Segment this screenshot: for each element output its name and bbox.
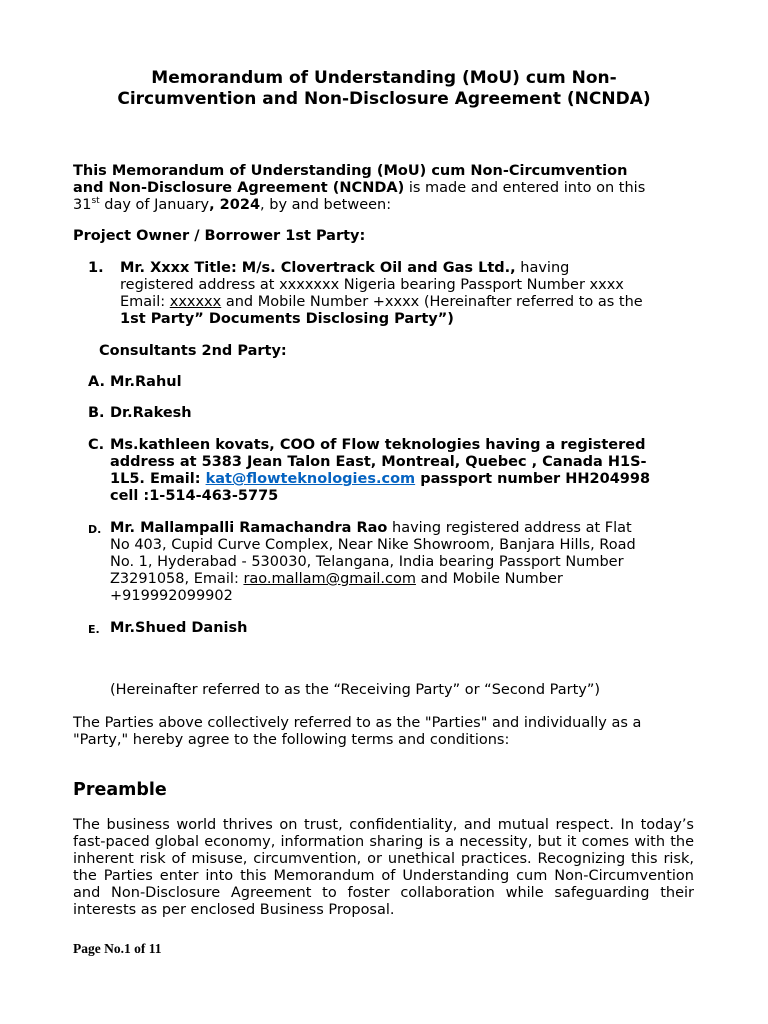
preamble-heading: Preamble — [73, 780, 167, 800]
consultant-c-line3b: passport number HH204998 — [415, 471, 651, 487]
item1-bold-lead: Mr. Xxxx Title: M/s. Clovertrack Oil and Gas Ltd., — [120, 260, 516, 276]
consultant-d-label: D. — [88, 523, 102, 536]
parties-line-2: "Party," hereby agree to the following terms and conditions: — [73, 732, 510, 748]
consultant-d-text — [110, 520, 700, 605]
intro-paragraph — [73, 163, 695, 214]
intro-bold-a: This Memorandum of Understanding (MoU) cum Non-Circumvention — [73, 163, 628, 179]
receiving-party-note: (Hereinafter referred to as the “Receiving Party” or “Second Party”) — [110, 682, 601, 698]
intro-text-c: , by and between: — [260, 197, 392, 213]
consultant-c-text — [110, 437, 700, 505]
intro-bold-b: and Non-Disclosure Agreement (NCNDA) — [73, 180, 405, 196]
intro-day: 31 — [73, 197, 92, 213]
consultant-a-label: A. — [88, 374, 105, 390]
document-title — [60, 68, 708, 110]
item1-text-1: having — [515, 260, 570, 276]
consultant-c-email-link[interactable]: kat@flowteknologies.com — [205, 471, 416, 487]
consultant-e-label: E. — [88, 623, 100, 636]
consultant-b-label: B. — [88, 405, 105, 421]
intro-text-a: is made and entered into on this — [404, 180, 646, 196]
consultant-d-line4b: and Mobile Number — [415, 571, 563, 587]
item1-number: 1. — [88, 260, 104, 276]
item1-text-3: and Mobile Number +xxxx (Hereinafter referred to as the — [221, 294, 643, 310]
item1-line2: registered address at xxxxxxx Nigeria bearing Passport Number xxxx — [120, 277, 624, 293]
consultant-d-text-1: having registered address at Flat — [387, 520, 632, 536]
item1-text — [120, 260, 700, 328]
consultant-d-email: rao.mallam@gmail.com — [243, 571, 416, 587]
consultant-d-line5: +919992099902 — [110, 588, 233, 604]
consultants-heading: Consultants 2nd Party: — [99, 343, 287, 359]
intro-day-sup: st — [91, 196, 100, 206]
consultant-d-name: Mr. Mallampalli Ramachandra Rao — [110, 520, 388, 536]
page-number-footer: Page No.1 of 11 — [73, 941, 162, 956]
title-line-1: Memorandum of Understanding (MoU) cum Non- — [151, 68, 617, 88]
consultant-c-line4: cell :1-514-463-5775 — [110, 488, 279, 504]
parties-line-1: The Parties above collectively referred to as the "Parties" and individually as a — [73, 715, 642, 731]
consultant-e-name: Mr.Shued Danish — [110, 620, 248, 636]
party1-heading: Project Owner / Borrower 1st Party: — [73, 228, 366, 244]
preamble-paragraph: The business world thrives on trust, confidentiality, and mutual respect. In today’s fast-paced global economy, information sharing is a necessity, but it comes with the inherent risk of misuse, circumvention, or unethical practices. Recognizing this risk, the Parties enter into this Memorandum of Understanding cum Non-Circumvention and Non-Disclosure Agreement to foster collaboration while safeguarding their interests as per enclosed Business Proposal. — [73, 817, 694, 918]
intro-year: , 2024 — [209, 197, 261, 213]
consultant-d-line2: No 403, Cupid Curve Complex, Near Nike Showroom, Banjara Hills, Road — [110, 537, 636, 553]
parties-paragraph — [73, 715, 695, 749]
item1-email: xxxxxx — [169, 294, 222, 310]
intro-text-b: day of January — [99, 197, 210, 213]
title-line-2: Circumvention and Non-Disclosure Agreement (NCNDA) — [117, 89, 651, 109]
consultant-c-line1: Ms.kathleen kovats, COO of Flow teknologies having a registered — [110, 437, 646, 453]
item1-email-label: Email: — [120, 294, 170, 310]
consultant-d-line4a: Z3291058, Email: — [110, 571, 244, 587]
item1-bold-end: 1st Party” Documents Disclosing Party”) — [120, 311, 454, 327]
consultant-c-line3a: 1L5. Email: — [110, 471, 206, 487]
consultant-c-line2: address at 5383 Jean Talon East, Montreal, Quebec , Canada H1S- — [110, 454, 647, 470]
consultant-c-label: C. — [88, 437, 105, 453]
consultant-a-name: Mr.Rahul — [110, 374, 182, 390]
consultant-d-line3: No. 1, Hyderabad - 530030, Telangana, India bearing Passport Number — [110, 554, 624, 570]
consultant-b-name: Dr.Rakesh — [110, 405, 192, 421]
